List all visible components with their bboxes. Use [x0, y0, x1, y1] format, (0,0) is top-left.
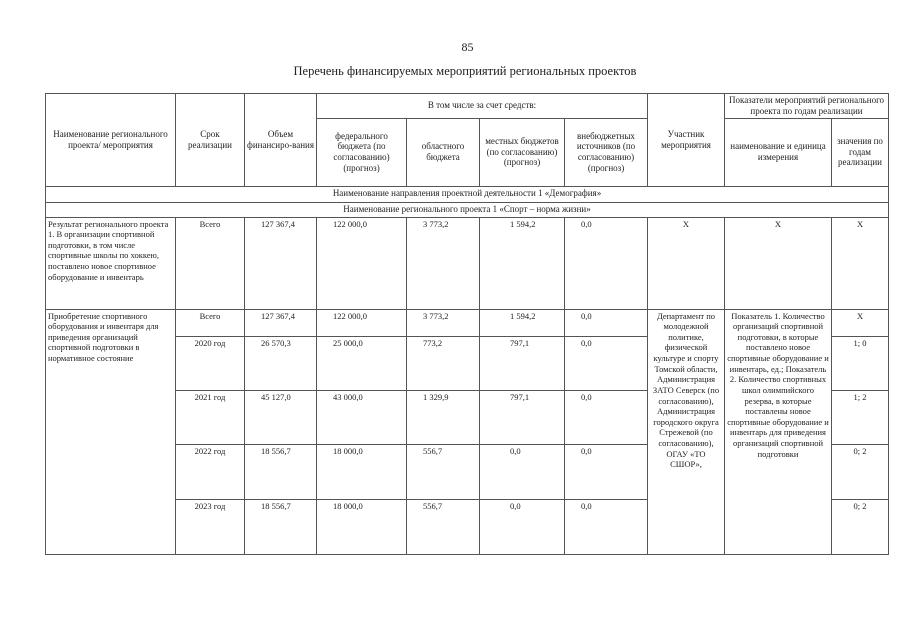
header-regional: областного бюджета [407, 118, 480, 186]
activities-table [45, 93, 889, 555]
activity-local: 0,0 [480, 499, 565, 554]
document-title: Перечень финансируемых мероприятий региональных проектов [293, 64, 637, 78]
header-extra: внебюджетных источников (по согласованию) (прогноз) [565, 118, 648, 186]
project-row [46, 202, 889, 217]
activity-regional: 3 773,2 [407, 309, 480, 336]
header-indicators: Показатели мероприятий регионального проекта по годам реализации [725, 94, 889, 119]
result-extra: 0,0 [565, 217, 648, 309]
activity-ind-value: 0; 2 [832, 499, 889, 554]
activity-ind-value: 1; 2 [832, 390, 889, 444]
result-ind-name: X [725, 217, 832, 309]
activity-row [46, 309, 889, 336]
activity-name: Приобретение спортивного оборудования и инвентаря для приведения организаций спортивной подготовки в нормативное состояние [46, 309, 176, 554]
activity-regional: 556,7 [407, 499, 480, 554]
header-row-1 [46, 94, 889, 119]
result-term: Всего [176, 217, 245, 309]
activity-extra: 0,0 [565, 309, 648, 336]
activity-extra: 0,0 [565, 444, 648, 499]
activity-ind-value: 1; 0 [832, 336, 889, 390]
activity-federal: 43 000,0 [317, 390, 407, 444]
activity-extra: 0,0 [565, 336, 648, 390]
project-label: Наименование регионального проекта 1 «Спорт – норма жизни» [46, 202, 889, 217]
result-federal: 122 000,0 [317, 217, 407, 309]
result-participant: X [648, 217, 725, 309]
activity-regional: 1 329,9 [407, 390, 480, 444]
result-name: Результат регионального проекта 1. В организации спортивной подготовки, в том числе спортивные школы по хоккею, поставлено новое спортивное оборудование и инвентарь [46, 217, 176, 309]
direction-label: Наименование направления проектной деятельности 1 «Демография» [46, 186, 889, 202]
activity-local: 797,1 [480, 336, 565, 390]
header-name: Наименование регионального проекта/ мероприятия [46, 94, 176, 187]
activity-volume: 26 570,3 [245, 336, 317, 390]
result-row [46, 217, 889, 309]
activity-volume: 45 127,0 [245, 390, 317, 444]
header-federal: федерального бюджета (по согласованию) (прогноз) [317, 118, 407, 186]
activity-volume: 18 556,7 [245, 444, 317, 499]
activity-extra: 0,0 [565, 499, 648, 554]
header-including: В том числе за счет средств: [317, 94, 648, 119]
result-ind-value: X [832, 217, 889, 309]
activity-local: 1 594,2 [480, 309, 565, 336]
activity-term: 2020 год [176, 336, 245, 390]
activity-term: 2022 год [176, 444, 245, 499]
header-participant: Участник мероприятия [648, 94, 725, 187]
result-regional: 3 773,2 [407, 217, 480, 309]
activity-volume: 18 556,7 [245, 499, 317, 554]
activity-ind-name: Показатель 1. Количество организаций спортивной подготовки, в которые поставлено новое спортивные оборудование и инвентарь, ед.; Показатель 2. Количество спортивных школ олимпийского резерва, в которые поставлены новое спортивные оборудование и инвентарь для приведения организаций спортивной подготовки [725, 309, 832, 554]
result-local: 1 594,2 [480, 217, 565, 309]
activity-regional: 556,7 [407, 444, 480, 499]
header-term: Срок реализации [176, 94, 245, 187]
activity-participant: Департамент по молодежной политике, физической культуре и спорту Томской области, Администрация ЗАТО Северск (по согласованию), Администрация городского округа Стрежевой (по согласованию), ОГАУ «ТО СШОР», [648, 309, 725, 554]
result-volume: 127 367,4 [245, 217, 317, 309]
activity-ind-value: X [832, 309, 889, 336]
header-volume: Объем финансиро-вания [245, 94, 317, 187]
activity-federal: 18 000,0 [317, 499, 407, 554]
activity-volume: 127 367,4 [245, 309, 317, 336]
activity-regional: 773,2 [407, 336, 480, 390]
activity-federal: 122 000,0 [317, 309, 407, 336]
activity-local: 797,1 [480, 390, 565, 444]
page-number: 85 [461, 40, 474, 54]
activity-federal: 18 000,0 [317, 444, 407, 499]
activity-local: 0,0 [480, 444, 565, 499]
activity-ind-value: 0; 2 [832, 444, 889, 499]
header-local: местных бюджетов (по согласованию) (прогноз) [480, 118, 565, 186]
activity-federal: 25 000,0 [317, 336, 407, 390]
direction-row [46, 186, 889, 202]
header-ind-values: значения по годам реализации [832, 118, 889, 186]
activity-term: 2021 год [176, 390, 245, 444]
activity-term: 2023 год [176, 499, 245, 554]
activity-extra: 0,0 [565, 390, 648, 444]
activity-term: Всего [176, 309, 245, 336]
header-ind-name: наименование и единица измерения [725, 118, 832, 186]
